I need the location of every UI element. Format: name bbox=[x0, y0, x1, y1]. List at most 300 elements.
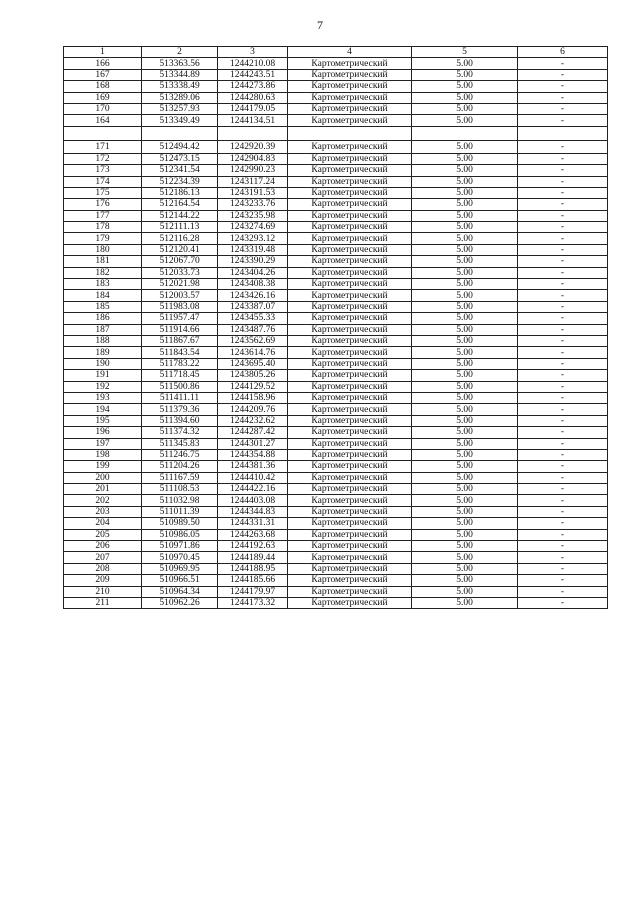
table-cell: 5.00 bbox=[412, 301, 518, 312]
table-cell: - bbox=[518, 529, 608, 540]
table-cell: 511108.53 bbox=[142, 484, 218, 495]
table-cell: 513289.06 bbox=[142, 92, 218, 103]
table-cell: 510970.45 bbox=[142, 552, 218, 563]
table-row bbox=[64, 153, 608, 164]
table-row bbox=[64, 597, 608, 608]
table-cell: 1244263.68 bbox=[218, 529, 288, 540]
table-cell: Картометрический bbox=[288, 115, 412, 126]
table-row bbox=[64, 541, 608, 552]
table-cell: - bbox=[518, 233, 608, 244]
table-cell: 511394.60 bbox=[142, 415, 218, 426]
table-row bbox=[64, 381, 608, 392]
table-cell: Картометрический bbox=[288, 370, 412, 381]
table-cell: 511411.11 bbox=[142, 392, 218, 403]
table-cell: 510964.34 bbox=[142, 586, 218, 597]
table-cell: 5.00 bbox=[412, 81, 518, 92]
table-cell: 182 bbox=[64, 267, 142, 278]
table-cell: 510962.26 bbox=[142, 597, 218, 608]
table-cell: 209 bbox=[64, 575, 142, 586]
table-row bbox=[64, 279, 608, 290]
table-cell: 210 bbox=[64, 586, 142, 597]
table-body bbox=[64, 58, 608, 609]
table-cell: - bbox=[518, 461, 608, 472]
table-cell: 5.00 bbox=[412, 461, 518, 472]
table-cell: 192 bbox=[64, 381, 142, 392]
table-cell: Картометрический bbox=[288, 563, 412, 574]
table-row bbox=[64, 256, 608, 267]
table-row bbox=[64, 222, 608, 233]
table-cell: 5.00 bbox=[412, 313, 518, 324]
table-cell: 512033.73 bbox=[142, 267, 218, 278]
table-cell: 1244280.63 bbox=[218, 92, 288, 103]
table-cell: 197 bbox=[64, 438, 142, 449]
table-row bbox=[64, 358, 608, 369]
table-cell: Картометрический bbox=[288, 381, 412, 392]
column-header: 3 bbox=[218, 47, 288, 58]
table-cell: 512164.54 bbox=[142, 199, 218, 210]
table-cell: 5.00 bbox=[412, 575, 518, 586]
table-row bbox=[64, 552, 608, 563]
table-cell: 510971.86 bbox=[142, 541, 218, 552]
table-cell: Картометрический bbox=[288, 279, 412, 290]
table-cell: 206 bbox=[64, 541, 142, 552]
table-cell: 511500.86 bbox=[142, 381, 218, 392]
table-cell: - bbox=[518, 575, 608, 586]
table-cell: 5.00 bbox=[412, 392, 518, 403]
table-cell: 5.00 bbox=[412, 472, 518, 483]
table-cell: Картометрический bbox=[288, 529, 412, 540]
table-cell: 202 bbox=[64, 495, 142, 506]
table-cell: 208 bbox=[64, 563, 142, 574]
table-row bbox=[64, 69, 608, 80]
table-cell: - bbox=[518, 115, 608, 126]
table-cell: 1244179.97 bbox=[218, 586, 288, 597]
table-row bbox=[64, 81, 608, 92]
table-cell: 1244243.51 bbox=[218, 69, 288, 80]
table-row bbox=[64, 115, 608, 126]
table-cell: 512186.13 bbox=[142, 187, 218, 198]
table-cell: - bbox=[518, 438, 608, 449]
table-cell: 5.00 bbox=[412, 244, 518, 255]
table-cell: 200 bbox=[64, 472, 142, 483]
table-cell: 5.00 bbox=[412, 165, 518, 176]
column-header: 4 bbox=[288, 47, 412, 58]
table-cell: 176 bbox=[64, 199, 142, 210]
table-row bbox=[64, 335, 608, 346]
table-cell: 512021.98 bbox=[142, 279, 218, 290]
table-cell: 1244134.51 bbox=[218, 115, 288, 126]
table-cell: 201 bbox=[64, 484, 142, 495]
table-cell: - bbox=[518, 176, 608, 187]
table-cell: 1244129.52 bbox=[218, 381, 288, 392]
table-row bbox=[64, 176, 608, 187]
table-row bbox=[64, 58, 608, 69]
table-cell: - bbox=[518, 552, 608, 563]
table-cell: 1243426.16 bbox=[218, 290, 288, 301]
table-cell: Картометрический bbox=[288, 575, 412, 586]
blank-separator-row bbox=[64, 126, 608, 140]
table-cell: 1243614.76 bbox=[218, 347, 288, 358]
table-cell: - bbox=[518, 313, 608, 324]
table-cell: Картометрический bbox=[288, 187, 412, 198]
table-cell: 183 bbox=[64, 279, 142, 290]
table-cell: 5.00 bbox=[412, 518, 518, 529]
table-row bbox=[64, 290, 608, 301]
table-cell: 513349.49 bbox=[142, 115, 218, 126]
table-cell: 174 bbox=[64, 176, 142, 187]
table-cell: 511957.47 bbox=[142, 313, 218, 324]
table-cell: 513344.89 bbox=[142, 69, 218, 80]
table-cell: Картометрический bbox=[288, 69, 412, 80]
table-cell: Картометрический bbox=[288, 335, 412, 346]
table-cell: 211 bbox=[64, 597, 142, 608]
table-cell: - bbox=[518, 58, 608, 69]
table-cell: - bbox=[518, 427, 608, 438]
column-header: 2 bbox=[142, 47, 218, 58]
table-cell: 510969.95 bbox=[142, 563, 218, 574]
table-cell: 1243455.33 bbox=[218, 313, 288, 324]
table-cell: 5.00 bbox=[412, 153, 518, 164]
table-cell: 5.00 bbox=[412, 597, 518, 608]
table-cell: 511374.32 bbox=[142, 427, 218, 438]
table-row bbox=[64, 347, 608, 358]
table-row bbox=[64, 165, 608, 176]
table-cell: Картометрический bbox=[288, 518, 412, 529]
table-cell: Картометрический bbox=[288, 176, 412, 187]
table-cell: 5.00 bbox=[412, 370, 518, 381]
table-cell: 173 bbox=[64, 165, 142, 176]
table-cell: Картометрический bbox=[288, 313, 412, 324]
table-cell: - bbox=[518, 187, 608, 198]
table-cell: 1244331.31 bbox=[218, 518, 288, 529]
table-cell: Картометрический bbox=[288, 541, 412, 552]
table-cell: 1243387.07 bbox=[218, 301, 288, 312]
table-row bbox=[64, 529, 608, 540]
table-cell: 5.00 bbox=[412, 256, 518, 267]
table-row bbox=[64, 199, 608, 210]
table-cell: - bbox=[518, 153, 608, 164]
table-cell: 5.00 bbox=[412, 222, 518, 233]
table-cell: - bbox=[518, 301, 608, 312]
table-cell: 181 bbox=[64, 256, 142, 267]
table-cell: 1243233.76 bbox=[218, 199, 288, 210]
table-cell: 179 bbox=[64, 233, 142, 244]
table-cell: - bbox=[518, 290, 608, 301]
table-cell: Картометрический bbox=[288, 347, 412, 358]
table-cell: 5.00 bbox=[412, 210, 518, 221]
table-cell: Картометрический bbox=[288, 140, 412, 153]
table-cell: - bbox=[518, 279, 608, 290]
table-cell: - bbox=[518, 484, 608, 495]
table-cell: - bbox=[518, 347, 608, 358]
table-cell: 1243274.69 bbox=[218, 222, 288, 233]
table-cell: 5.00 bbox=[412, 404, 518, 415]
table-cell: 512120.41 bbox=[142, 244, 218, 255]
table-cell: 1244422.16 bbox=[218, 484, 288, 495]
table-cell: 187 bbox=[64, 324, 142, 335]
table-cell: 203 bbox=[64, 506, 142, 517]
table-cell: 511167.59 bbox=[142, 472, 218, 483]
table-row bbox=[64, 518, 608, 529]
table-cell: - bbox=[518, 392, 608, 403]
table-cell: - bbox=[518, 244, 608, 255]
table-cell: Картометрический bbox=[288, 461, 412, 472]
table-cell: 5.00 bbox=[412, 267, 518, 278]
table-cell: 1244287.42 bbox=[218, 427, 288, 438]
table-cell: 512341.54 bbox=[142, 165, 218, 176]
table-cell: - bbox=[518, 370, 608, 381]
table-cell: 510989.50 bbox=[142, 518, 218, 529]
table-cell: 198 bbox=[64, 449, 142, 460]
table-cell: Картометрический bbox=[288, 103, 412, 114]
table-cell: Картометрический bbox=[288, 199, 412, 210]
table-cell: 5.00 bbox=[412, 484, 518, 495]
table-cell: 185 bbox=[64, 301, 142, 312]
table-cell: 5.00 bbox=[412, 279, 518, 290]
table-row bbox=[64, 427, 608, 438]
table-cell: 513338.49 bbox=[142, 81, 218, 92]
table-cell: 5.00 bbox=[412, 347, 518, 358]
table-cell: Картометрический bbox=[288, 58, 412, 69]
table-cell: - bbox=[518, 472, 608, 483]
table-cell: 171 bbox=[64, 140, 142, 153]
table-row bbox=[64, 438, 608, 449]
table-cell: - bbox=[518, 495, 608, 506]
table-cell: 1242904.83 bbox=[218, 153, 288, 164]
table-cell: Картометрический bbox=[288, 233, 412, 244]
table-cell: 194 bbox=[64, 404, 142, 415]
column-header: 1 bbox=[64, 47, 142, 58]
table-cell: - bbox=[518, 381, 608, 392]
table-cell: 204 bbox=[64, 518, 142, 529]
table-cell: 5.00 bbox=[412, 415, 518, 426]
table-cell: 5.00 bbox=[412, 506, 518, 517]
table-cell: 164 bbox=[64, 115, 142, 126]
table-cell: Картометрический bbox=[288, 153, 412, 164]
table-cell: - bbox=[518, 256, 608, 267]
table-cell: 205 bbox=[64, 529, 142, 540]
table-row bbox=[64, 575, 608, 586]
table-row bbox=[64, 140, 608, 153]
table-cell: Картометрический bbox=[288, 472, 412, 483]
table-cell: Картометрический bbox=[288, 92, 412, 103]
table-cell: 512234.39 bbox=[142, 176, 218, 187]
table-cell: - bbox=[518, 69, 608, 80]
table-row bbox=[64, 244, 608, 255]
table-header-row bbox=[64, 47, 608, 58]
table-row bbox=[64, 449, 608, 460]
table-cell: 1244209.76 bbox=[218, 404, 288, 415]
table-cell: 511379.36 bbox=[142, 404, 218, 415]
coordinates-table bbox=[63, 46, 608, 609]
table-cell: 511843.54 bbox=[142, 347, 218, 358]
column-header: 6 bbox=[518, 47, 608, 58]
table-cell: - bbox=[518, 335, 608, 346]
table-cell: 512111.13 bbox=[142, 222, 218, 233]
table-cell: 1244273.86 bbox=[218, 81, 288, 92]
table-cell: 1244173.32 bbox=[218, 597, 288, 608]
table-cell: 5.00 bbox=[412, 495, 518, 506]
table-cell: 1243487.76 bbox=[218, 324, 288, 335]
table-cell: 1244410.42 bbox=[218, 472, 288, 483]
table-cell: Картометрический bbox=[288, 256, 412, 267]
table-cell: - bbox=[518, 140, 608, 153]
table-cell: Картометрический bbox=[288, 222, 412, 233]
table-cell: 1244189.44 bbox=[218, 552, 288, 563]
table-cell: 5.00 bbox=[412, 176, 518, 187]
table-cell: Картометрический bbox=[288, 301, 412, 312]
table-cell: - bbox=[518, 541, 608, 552]
table-cell: 5.00 bbox=[412, 69, 518, 80]
page-number: 7 bbox=[317, 18, 323, 32]
table-cell: 511983.08 bbox=[142, 301, 218, 312]
table-cell: 511246.75 bbox=[142, 449, 218, 460]
table-cell: 168 bbox=[64, 81, 142, 92]
table-cell: Картометрический bbox=[288, 415, 412, 426]
table-cell: 5.00 bbox=[412, 449, 518, 460]
table-cell: 1244381.36 bbox=[218, 461, 288, 472]
empty-cell bbox=[412, 126, 518, 140]
table-cell: Картометрический bbox=[288, 165, 412, 176]
table-cell: 196 bbox=[64, 427, 142, 438]
table-cell: - bbox=[518, 81, 608, 92]
table-cell: 512494.42 bbox=[142, 140, 218, 153]
table-cell: 1243805.26 bbox=[218, 370, 288, 381]
table-cell: Картометрический bbox=[288, 438, 412, 449]
table-row bbox=[64, 313, 608, 324]
table-row bbox=[64, 370, 608, 381]
table-cell: 1243293.12 bbox=[218, 233, 288, 244]
table-cell: 5.00 bbox=[412, 438, 518, 449]
table-row bbox=[64, 210, 608, 221]
table-cell: 512067.70 bbox=[142, 256, 218, 267]
table-cell: 5.00 bbox=[412, 563, 518, 574]
table-cell: 5.00 bbox=[412, 115, 518, 126]
table-cell: 5.00 bbox=[412, 358, 518, 369]
table-cell: 1244403.08 bbox=[218, 495, 288, 506]
table-cell: Картометрический bbox=[288, 392, 412, 403]
table-cell: Картометрический bbox=[288, 267, 412, 278]
table-cell: 199 bbox=[64, 461, 142, 472]
table-cell: 1242990.23 bbox=[218, 165, 288, 176]
table-cell: 511867.67 bbox=[142, 335, 218, 346]
table-cell: - bbox=[518, 506, 608, 517]
table-cell: 1244188.95 bbox=[218, 563, 288, 574]
table-cell: 186 bbox=[64, 313, 142, 324]
table-cell: 180 bbox=[64, 244, 142, 255]
table-cell: 167 bbox=[64, 69, 142, 80]
table-cell: - bbox=[518, 267, 608, 278]
table-cell: 170 bbox=[64, 103, 142, 114]
table-cell: 512473.15 bbox=[142, 153, 218, 164]
table-cell: Картометрический bbox=[288, 495, 412, 506]
table-row bbox=[64, 233, 608, 244]
empty-cell bbox=[64, 126, 142, 140]
table-cell: 178 bbox=[64, 222, 142, 233]
table-row bbox=[64, 495, 608, 506]
table-cell: Картометрический bbox=[288, 484, 412, 495]
table-cell: 191 bbox=[64, 370, 142, 381]
table-cell: 177 bbox=[64, 210, 142, 221]
table-cell: 1243235.98 bbox=[218, 210, 288, 221]
table-cell: 5.00 bbox=[412, 233, 518, 244]
table-cell: - bbox=[518, 415, 608, 426]
table-cell: Картометрический bbox=[288, 427, 412, 438]
table-cell: - bbox=[518, 103, 608, 114]
table-cell: 5.00 bbox=[412, 324, 518, 335]
table-cell: 5.00 bbox=[412, 290, 518, 301]
table-cell: 1243390.29 bbox=[218, 256, 288, 267]
table-row bbox=[64, 586, 608, 597]
table-cell: 1243404.26 bbox=[218, 267, 288, 278]
table-cell: 511914.66 bbox=[142, 324, 218, 335]
table-cell: - bbox=[518, 210, 608, 221]
table-row bbox=[64, 324, 608, 335]
table-cell: 1244192.63 bbox=[218, 541, 288, 552]
table-cell: Картометрический bbox=[288, 324, 412, 335]
table-cell: 5.00 bbox=[412, 140, 518, 153]
table-row bbox=[64, 404, 608, 415]
table-cell: Картометрический bbox=[288, 358, 412, 369]
table-cell: 190 bbox=[64, 358, 142, 369]
table-cell: 512144.22 bbox=[142, 210, 218, 221]
table-cell: 511718.45 bbox=[142, 370, 218, 381]
table-cell: - bbox=[518, 586, 608, 597]
table-cell: 1244158.96 bbox=[218, 392, 288, 403]
table-cell: Картометрический bbox=[288, 404, 412, 415]
table-cell: 1244301.27 bbox=[218, 438, 288, 449]
table-cell: - bbox=[518, 199, 608, 210]
table-cell: 195 bbox=[64, 415, 142, 426]
table-cell: Картометрический bbox=[288, 506, 412, 517]
table-cell: Картометрический bbox=[288, 597, 412, 608]
table-cell: 5.00 bbox=[412, 552, 518, 563]
table-cell: 512116.28 bbox=[142, 233, 218, 244]
table-cell: 5.00 bbox=[412, 92, 518, 103]
table-cell: 169 bbox=[64, 92, 142, 103]
table-cell: Картометрический bbox=[288, 552, 412, 563]
table-cell: 511204.26 bbox=[142, 461, 218, 472]
table-cell: Картометрический bbox=[288, 210, 412, 221]
table-cell: 5.00 bbox=[412, 187, 518, 198]
table-cell: 1244210.08 bbox=[218, 58, 288, 69]
table-cell: 166 bbox=[64, 58, 142, 69]
table-row bbox=[64, 103, 608, 114]
table-row bbox=[64, 187, 608, 198]
table-cell: 1243695.40 bbox=[218, 358, 288, 369]
table-cell: 511783.22 bbox=[142, 358, 218, 369]
column-header: 5 bbox=[412, 47, 518, 58]
table-cell: 510986.05 bbox=[142, 529, 218, 540]
table-cell: 1243191.53 bbox=[218, 187, 288, 198]
table-row bbox=[64, 392, 608, 403]
table-cell: 1244185.66 bbox=[218, 575, 288, 586]
table-cell: 5.00 bbox=[412, 103, 518, 114]
table-cell: 5.00 bbox=[412, 541, 518, 552]
table-cell: 172 bbox=[64, 153, 142, 164]
table-cell: 1243319.48 bbox=[218, 244, 288, 255]
table-cell: 184 bbox=[64, 290, 142, 301]
table-cell: 513363.56 bbox=[142, 58, 218, 69]
table-cell: 1242920.39 bbox=[218, 140, 288, 153]
table-cell: Картометрический bbox=[288, 449, 412, 460]
table-cell: 207 bbox=[64, 552, 142, 563]
table-cell: 5.00 bbox=[412, 381, 518, 392]
table-cell: 5.00 bbox=[412, 58, 518, 69]
table-cell: - bbox=[518, 358, 608, 369]
table-row bbox=[64, 506, 608, 517]
table-cell: 5.00 bbox=[412, 427, 518, 438]
